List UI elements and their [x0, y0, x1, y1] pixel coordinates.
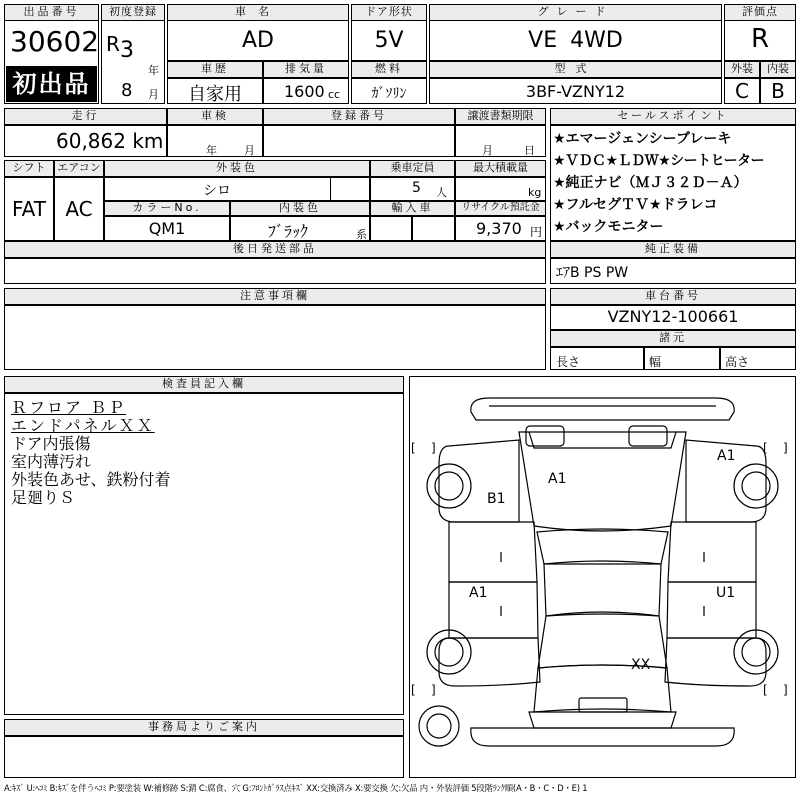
- exterior-label: 外装: [724, 61, 760, 78]
- score: R: [750, 24, 770, 54]
- recycle-fee: 9,370: [476, 219, 522, 238]
- max-load-unit: kg: [528, 186, 542, 199]
- bracket-mark: [: [763, 683, 768, 697]
- dimension-length-label: 長さ: [556, 355, 581, 369]
- registration-era: R: [106, 32, 120, 56]
- bracket-mark: [: [763, 441, 768, 455]
- inspector-remark: Ｒフロア ＢＰ: [11, 398, 127, 417]
- model: 3BF-VZNY12: [525, 82, 626, 101]
- registration-number-cell: [263, 125, 455, 157]
- displacement-unit: cc: [328, 88, 341, 101]
- roof: [544, 564, 661, 616]
- import-cell-2: [412, 216, 455, 241]
- bracket-mark: [: [411, 441, 416, 455]
- history-label: 車歴: [167, 61, 263, 78]
- displacement: 1600: [284, 82, 325, 101]
- dimensions-label: 諸元: [550, 330, 796, 347]
- dimension-width-label: 幅: [649, 355, 662, 369]
- inspector-remarks: [11, 395, 401, 507]
- exterior-color: シロ: [203, 183, 231, 199]
- sales-point-line: ★エマージェンシーブレーキ: [553, 131, 732, 147]
- left-rear-fender: [439, 638, 540, 686]
- mileage: 60,862 km: [56, 129, 164, 153]
- capacity: 5: [412, 180, 421, 196]
- ac-label: エアコン: [54, 160, 104, 177]
- headlight-left: [526, 426, 564, 446]
- color-number-label: カラーNo.: [104, 201, 230, 216]
- right-rear-door: [667, 582, 756, 638]
- bracket-mark: ]: [783, 441, 788, 455]
- capacity-label: 乗車定員: [370, 160, 455, 177]
- bracket-mark: ]: [431, 683, 436, 697]
- first-registration-label: 初度登録: [101, 4, 165, 21]
- inspector-remark: エンドパネルＸＸ: [11, 416, 155, 435]
- door-type: 5V: [374, 28, 404, 53]
- shift: FAT: [11, 197, 46, 221]
- import-cell: [370, 216, 412, 241]
- inspector-remark: 足廻りＳ: [11, 488, 76, 507]
- shift-label: シフト: [4, 160, 54, 177]
- registration-year: 3: [120, 38, 134, 63]
- chassis-label: 車台番号: [550, 288, 796, 305]
- ac: AC: [65, 197, 93, 221]
- inspection-label: 車検: [167, 108, 263, 125]
- notes-label: 注意事項欄: [4, 288, 546, 305]
- grade-label: グレード: [429, 4, 722, 21]
- front-right-wheel: [734, 464, 778, 508]
- later-parts-label: 後日発送部品: [4, 241, 546, 258]
- mark-right-upper: A1: [717, 448, 736, 464]
- left-front-fender: [439, 440, 519, 522]
- mark-center-top: A1: [548, 471, 567, 487]
- lot-number: 30602: [10, 25, 100, 58]
- mark-left-upper: B1: [487, 491, 506, 507]
- car-name: AD: [242, 28, 274, 53]
- recycle-label: リサイクル預託金: [455, 201, 546, 216]
- interior-color: ﾌﾞﾗｯｸ: [268, 222, 309, 241]
- equipment: ｴｱB PS PW: [556, 265, 629, 281]
- later-parts-box: [4, 258, 546, 284]
- lot-number-label: 出品番号: [4, 4, 99, 21]
- inspector-remark: 室内薄汚れ: [11, 452, 92, 471]
- sales-point-line: ★純正ナビ（ＭＪ３２Ｄ－Ａ）: [553, 175, 748, 191]
- equipment-label: 純正装備: [550, 241, 796, 258]
- interior-label: 内装: [760, 61, 796, 78]
- sales-point-line: ★バックモニター: [553, 219, 664, 235]
- registration-year-unit: 年: [148, 64, 159, 77]
- sales-points-label: セールスポイント: [550, 108, 796, 125]
- license-plate: [579, 698, 627, 712]
- bracket-mark: [: [411, 683, 416, 697]
- dimension-height-label: 高さ: [725, 355, 750, 369]
- capacity-unit: 人: [436, 186, 447, 199]
- transfer-day: 日: [524, 144, 535, 157]
- sales-points-list: [553, 128, 796, 238]
- inspection-year: 年: [206, 144, 217, 157]
- office-box: [4, 736, 404, 778]
- grade: VE 4WD: [528, 28, 623, 53]
- hood: [519, 432, 686, 531]
- fuel-label: 燃料: [351, 61, 427, 78]
- history: 自家用: [188, 84, 242, 105]
- mileage-label: 走行: [4, 108, 167, 125]
- front-left-wheel: [427, 464, 471, 508]
- fuel: ｶﾞｿﾘﾝ: [371, 86, 407, 102]
- bracket-mark: ]: [783, 683, 788, 697]
- interior-color-label: 内装色: [230, 201, 370, 216]
- inspection-month: 月: [244, 144, 255, 157]
- rear-panel: [529, 712, 676, 728]
- first-listing-badge: 初出品: [6, 66, 97, 102]
- inspector-remark: 外装色あせ、鉄粉付着: [11, 470, 171, 489]
- left-front-door: [449, 522, 537, 582]
- inspector-remark: ドア内張傷: [11, 434, 91, 453]
- front-bumper: [471, 398, 734, 420]
- score-label: 評価点: [724, 4, 796, 21]
- transfer-month: 月: [482, 144, 493, 157]
- registration-month: 8: [121, 80, 133, 101]
- legend-text: A:ｷｽﾞ U:ﾍｺﾐ B:ｷｽﾞを伴うﾍｺﾐ P:要塗装 W:補修跡 S:錆 C:腐食、穴 G:ﾌﾛﾝﾄｶﾞﾗｽ点ｷｽﾞ XX:交換済み X:要交換 欠:欠品 内・外装評価 5段階ﾗﾝｸ順(A・B・C・D・E) 1: [4, 783, 588, 793]
- displacement-label: 排気量: [263, 61, 349, 78]
- registration-number-label: 登録番号: [263, 108, 455, 125]
- windshield: [537, 529, 668, 564]
- door-label: ドア形状: [351, 4, 427, 21]
- max-load-label: 最大積載量: [455, 160, 546, 177]
- chassis-number: VZNY12-100661: [607, 307, 739, 326]
- exterior-score: C: [735, 79, 749, 103]
- office-label: 事務局よりご案内: [4, 719, 404, 736]
- recycle-unit: 円: [530, 225, 543, 239]
- exterior-color-label: 外装色: [104, 160, 370, 177]
- notes-box: [4, 305, 546, 370]
- interior-color-unit: 系: [356, 228, 367, 241]
- bracket-mark: ]: [431, 441, 436, 455]
- car-diagram: [409, 376, 796, 778]
- rear-bumper: [471, 728, 734, 746]
- mark-left-lower: A1: [469, 585, 488, 601]
- color-number: QM1: [148, 219, 186, 238]
- model-label: 型式: [429, 61, 722, 78]
- interior-score: B: [771, 79, 785, 103]
- headlight-right: [629, 426, 667, 446]
- left-rear-door: [449, 582, 538, 638]
- inspector-label: 検査員記入欄: [4, 376, 404, 393]
- rear-hatch: [534, 665, 671, 712]
- transfer-deadline-label: 譲渡書類期限: [455, 108, 546, 125]
- mark-right-lower: U1: [716, 585, 736, 601]
- import-label: 輸入車: [370, 201, 455, 216]
- right-front-door: [668, 522, 756, 582]
- registration-month-unit: 月: [148, 88, 159, 101]
- right-rear-fender: [665, 638, 766, 686]
- spare-wheel: [419, 706, 459, 746]
- sales-point-line: ★ＶＤＣ★ＬＤＷ★シートヒーター: [553, 153, 765, 169]
- mark-rear: XX: [631, 657, 651, 673]
- exterior-color-extra-cell: [330, 177, 370, 201]
- sales-point-line: ★フルセグＴＶ★ドラレコ: [553, 197, 718, 213]
- car-name-label: 車名: [167, 4, 349, 21]
